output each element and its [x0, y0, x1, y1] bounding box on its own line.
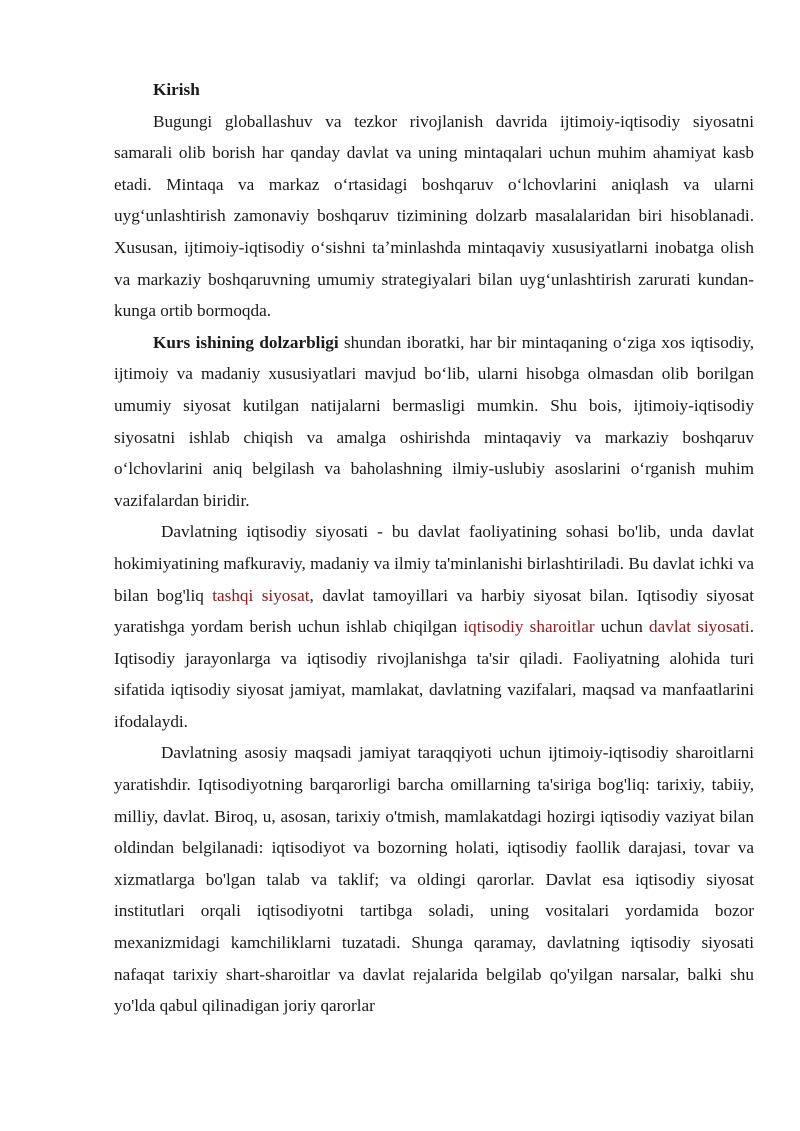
economic-policy-paragraph [114, 516, 754, 737]
state-goal-paragraph: Davlatning asosiy maqsadi jamiyat taraqqiyoti uchun ijtimoiy-iqtisodiy sharoitlarni yaratishdir. Iqtisodiyotning barqarorligi barcha omillarning ta'siriga bog'liq: tarixiy, tabiiy, milliy, davlat. Biroq, u, asosan, tarixiy o'tmish, mamlakatdagi hozirgi iqtisodiy vaziyat bilan oldindan belgilanadi: iqtisodiyot va bozorning holati, iqtisodiy faollik darajasi, tovar va xizmatlarga bo'lgan talab va taklif; va oldingi qarorlar. Davlat esa iqtisodiy siyosat institutlari orqali iqtisodiyotni tartibga soladi, uning vositalari yordamida bozor mexanizmidagi kamchiliklarni tuzatadi. Shunga qaramay, davlatning iqtisodiy siyosati nafaqat tarixiy shart-sharoitlar va davlat rejalarida belgilab qo'yilgan narsalar, balki shu yo'lda qabul qilinadigan joriy qarorlar [114, 743, 754, 1016]
intro-paragraph: Bugungi globallashuv va tezkor rivojlanish davrida ijtimoiy-iqtisodiy siyosatni samarali olib borish har qanday davlat va uning mintaqalari uchun muhim ahamiyat kasb etadi. Mintaqa va markaz oʻrtasidagi boshqaruv oʻlchovlarini aniqlash va ularni uygʻunlashtirish zamonaviy boshqaruv tizimining dolzarb masalalaridan biri hisoblanadi. Xususan, ijtimoiy-iqtisodiy oʻsishni taʼminlashda mintaqaviy xususiyatlarni inobatga olish va markaziy boshqaruvning umumiy strategiyalari bilan uygʻunlashtirish zarurati kundan-kunga ortib bormoqda. [114, 111, 754, 321]
section-heading [114, 74, 754, 106]
link-iqtisodiy-sharoitlar[interactable]: iqtisodiy sharoitlar [463, 617, 595, 637]
relevance-bold-lead: Kurs ishining dolzarbligi [153, 332, 339, 352]
economic-policy-text-3: uchun [594, 617, 649, 637]
economic-policy-text-4: . Iqtisodiy jarayonlarga va iqtisodiy rivojlanishga ta'sir qiladi. Faoliyatning alohida turi sifatida iqtisodiy siyosat jamiyat, mamlakat, davlatning vazifalari, maqsad va manfaatlarini ifodalaydi. [114, 617, 755, 731]
economic-policy-text-1: Davlatning iqtisodiy siyosati - bu davlat faoliyatining sohasi bo'lib, unda davlat hokimiyatining mafkuraviy, madaniy va ilmiy ta'minlanishi birlashtiriladi. Bu davlat ichki va bilan bog'liq [114, 522, 754, 605]
link-davlat-siyosati[interactable]: davlat siyosati [649, 617, 750, 637]
heading-text: Kirish [153, 80, 200, 99]
document-page [114, 74, 754, 1022]
relevance-text: shundan iboratki, har bir mintaqaning oʻziga xos iqtisodiy, ijtimoiy va madaniy xususiyatlari mavjud boʻlib, ularni hisobga olmasdan olib borilgan umumiy siyosat kutilgan natijalarni bermasligi mumkin. Shu bois, ijtimoiy-iqtisodiy siyosatni ishlab chiqish va amalga oshirishda mintaqaviy va markaziy boshqaruv oʻlchovlarini aniq belgilash va baholashning ilmiy-uslubiy asoslarini oʻrganish muhim vazifalardan biridir. [114, 332, 754, 510]
link-tashqi-siyosat[interactable]: tashqi siyosat [212, 585, 310, 605]
relevance-paragraph [114, 327, 754, 517]
economic-policy-text-2: , davlat tamoyillari va harbiy siyosat bilan. Iqtisodiy siyosat yaratishga yordam berish uchun ishlab chiqilgan [114, 585, 754, 637]
